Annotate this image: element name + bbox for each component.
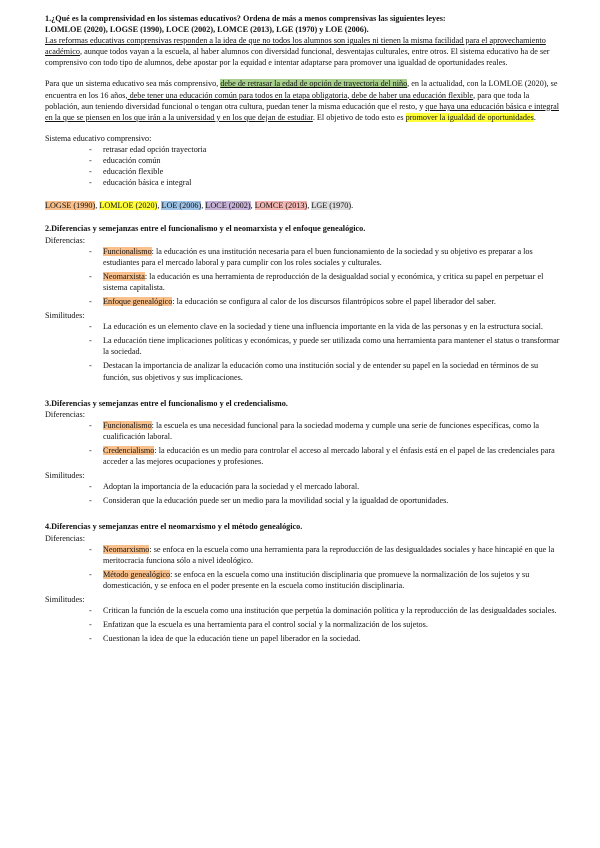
list-item: - Critican la función de la escuela como una institución que perpetúa la dominación política y la reproducción de las desigualdades sociales. [45, 605, 560, 616]
q4-diff-label: Diferencias: [45, 533, 86, 543]
separator: , [307, 201, 312, 211]
law-loce: LOCE (2002) [205, 201, 251, 211]
q1-title: 1.¿Qué es la comprensividad en los sistemas educativos? Ordena de más a menos comprensivas las siguientes leyes: [45, 14, 446, 23]
list-item [45, 445, 560, 467]
list-item [45, 569, 560, 591]
q2-title: 2.Diferencias y semejanzas entre el funcionalismo y el neomarxista y el enfoque genealógico. [45, 224, 366, 234]
law-lomloe: LOMLOE (2020) [99, 201, 158, 211]
list-item: - Enfatizan que la escuela es una herramienta para el control social y la normalización de los sujetos. [45, 619, 560, 630]
q2-sim-label: Similitudes: [45, 311, 85, 321]
list-item [45, 271, 560, 293]
list-item: - La educación tiene implicaciones políticas y económicas, y puede ser utilizada como una herramienta para mantener el status o transformar la sociedad. [45, 335, 560, 357]
list-item: - Adoptan la importancia de la educación para la sociedad y el mercado laboral. [45, 481, 560, 492]
q3-sim-label: Similitudes: [45, 471, 85, 481]
q1-paragraph-2 [45, 78, 560, 122]
list-item [45, 296, 560, 307]
separator: , [250, 201, 255, 211]
list-item: - retrasar edad opción trayectoria [45, 144, 560, 155]
q1-p2-f: , para que toda la población, aun teniendo diversidad funcional o tengan otra cultura, puedan tener la misma educación que el resto, y [45, 90, 530, 111]
term: Método genealógico [103, 569, 171, 579]
term: Enfoque genealógico [103, 296, 173, 306]
q1-p2-i: promover la igualdad de oportunidades [405, 112, 534, 122]
q2-diff-label: Diferencias: [45, 235, 86, 245]
definition: : se enfoca en la escuela como una institución disciplinaria que promueve la normalización de los sujetos y su domesticación, y se enfoca en el poder presente en la escuela como institución disciplinaria. [103, 569, 530, 590]
q1-p2-h: . El objetivo de todo esto es [312, 112, 406, 122]
list-item: - educación flexible [45, 166, 560, 177]
list-item: - educación básica e integral [45, 177, 560, 188]
document-page [45, 13, 560, 647]
q1-p2-a: Para que un sistema educativo sea más comprensivo, [45, 79, 221, 89]
definition: : la educación es un medio para controlar el acceso al mercado laboral y el énfasis está en el papel de las credenciales para acceder a las mejores ocupaciones y profesiones. [103, 446, 555, 467]
q1-p2-j: . [533, 112, 536, 122]
q1-list [45, 144, 560, 188]
term: Neomarxismo [103, 544, 150, 554]
law-lomce: LOMCE (2013) [254, 201, 308, 211]
q4-differences [45, 544, 560, 591]
q1-p2-d: , debe tener una educación común para todos en la etapa obligatoria [125, 90, 348, 100]
definition: : se enfoca en la escuela como una herramienta para la reproducción de las desigualdades sociales y hace hincapié en que la meritocracia funciona sólo a nivel ideológico. [103, 544, 555, 565]
list-item: - Consideran que la educación puede ser un medio para la movilidad social y la igualdad de oportunidades. [45, 495, 560, 506]
q1-list-title: Sistema educativo comprensivo: [45, 133, 152, 143]
q1-laws-line: LOMLOE (2020), LOGSE (1990), LOCE (2002), LOMCE (2013), LGE (1970) y LOE (2006). [45, 25, 369, 35]
list-item: - La educación es un elemento clave en la sociedad y tiene una influencia importante en la vida de las personas y en la estructura social. [45, 321, 560, 332]
q1-p2-b: debe de retrasar la edad de opción de trayectoria del niño [220, 79, 408, 89]
q1-p2-c: , en la actualidad, con la LOMLOE (2020), se encuentra en los 16 años [45, 79, 558, 100]
definition: : la educación es una institución necesaria para el buen funcionamiento de la sociedad y su objetivo es preparar a los estudiantes para el mercado laboral y para cumplir con los roles sociales y culturales. [103, 246, 533, 267]
q1-p2-g: que haya una educación básica e integral en la que se piensen en los que irán a la universidad y en los que dejan de estudiar [45, 101, 560, 122]
q1-p2-e: , debe de haber una educación flexible [347, 90, 474, 100]
q3-title: 3.Diferencias y semejanzas entre el funcionalismo y el credencialismo. [45, 398, 288, 408]
term: Funcionalismo [103, 246, 152, 256]
list-item [45, 420, 560, 442]
q4-similarities [45, 605, 560, 644]
term: Neomarxista [103, 271, 145, 281]
q1-law-order [45, 200, 560, 211]
term: Credencialismo [103, 446, 155, 455]
q3-diff-label: Diferencias: [45, 409, 86, 419]
term: Funcionalismo [103, 420, 152, 430]
q1-p1-rest: , aunque todos vayan a la escuela, al haber alumnos con diversidad funcional, desventajas culturales, entre otros. El sistema educativo ha de ser comprensivo con todo tipo de alumnos, debe apostar por la equidad e intentar adaptarse para promover una igualdad de oportunidades reales. [45, 47, 550, 68]
q1-p1-underlined: Las reformas educativas comprensivas responden a la idea de que no todos los alumnos son iguales ni tienen la misma facilidad para el aprovechamiento académico [45, 36, 546, 57]
definition: : la educación se configura al calor de los discursos filantrópicos sobre el papel liberador del saber. [172, 296, 496, 306]
separator: , [95, 201, 100, 211]
list-item [45, 246, 560, 268]
law-lge: LGE (1970) [311, 201, 352, 211]
q4-sim-label: Similitudes: [45, 595, 85, 605]
definition: : la educación es una herramienta de reproducción de la desigualdad social y económica, y critica su papel en perpetuar el sistema capitalista. [103, 271, 544, 292]
list-item: - Destacan la importancia de analizar la educación como una institución social y de entender su papel en la sociedad en términos de su función, sus objetivos y sus implicaciones. [45, 360, 560, 382]
q2-differences [45, 246, 560, 307]
q4-title: 4.Diferencias y semejanzas entre el neomarxismo y el método genealógico. [45, 522, 303, 532]
terminator: . [351, 201, 354, 211]
q2-similarities [45, 321, 560, 382]
list-item: - educación común [45, 155, 560, 166]
separator: , [201, 201, 206, 211]
q3-differences [45, 420, 560, 467]
list-item [45, 544, 560, 566]
q3-similarities [45, 481, 560, 506]
law-loe: LOE (2006) [161, 201, 202, 211]
separator: , [157, 201, 162, 211]
q1-paragraph-1 [45, 35, 560, 68]
list-item: - Cuestionan la idea de que la educación tiene un papel liberador en la sociedad. [45, 633, 560, 644]
definition: : la escuela es una necesidad funcional para la sociedad moderna y cumple una serie de funciones específicas, como la cualificación laboral. [103, 420, 540, 441]
law-logse: LOGSE (1990) [45, 201, 96, 211]
